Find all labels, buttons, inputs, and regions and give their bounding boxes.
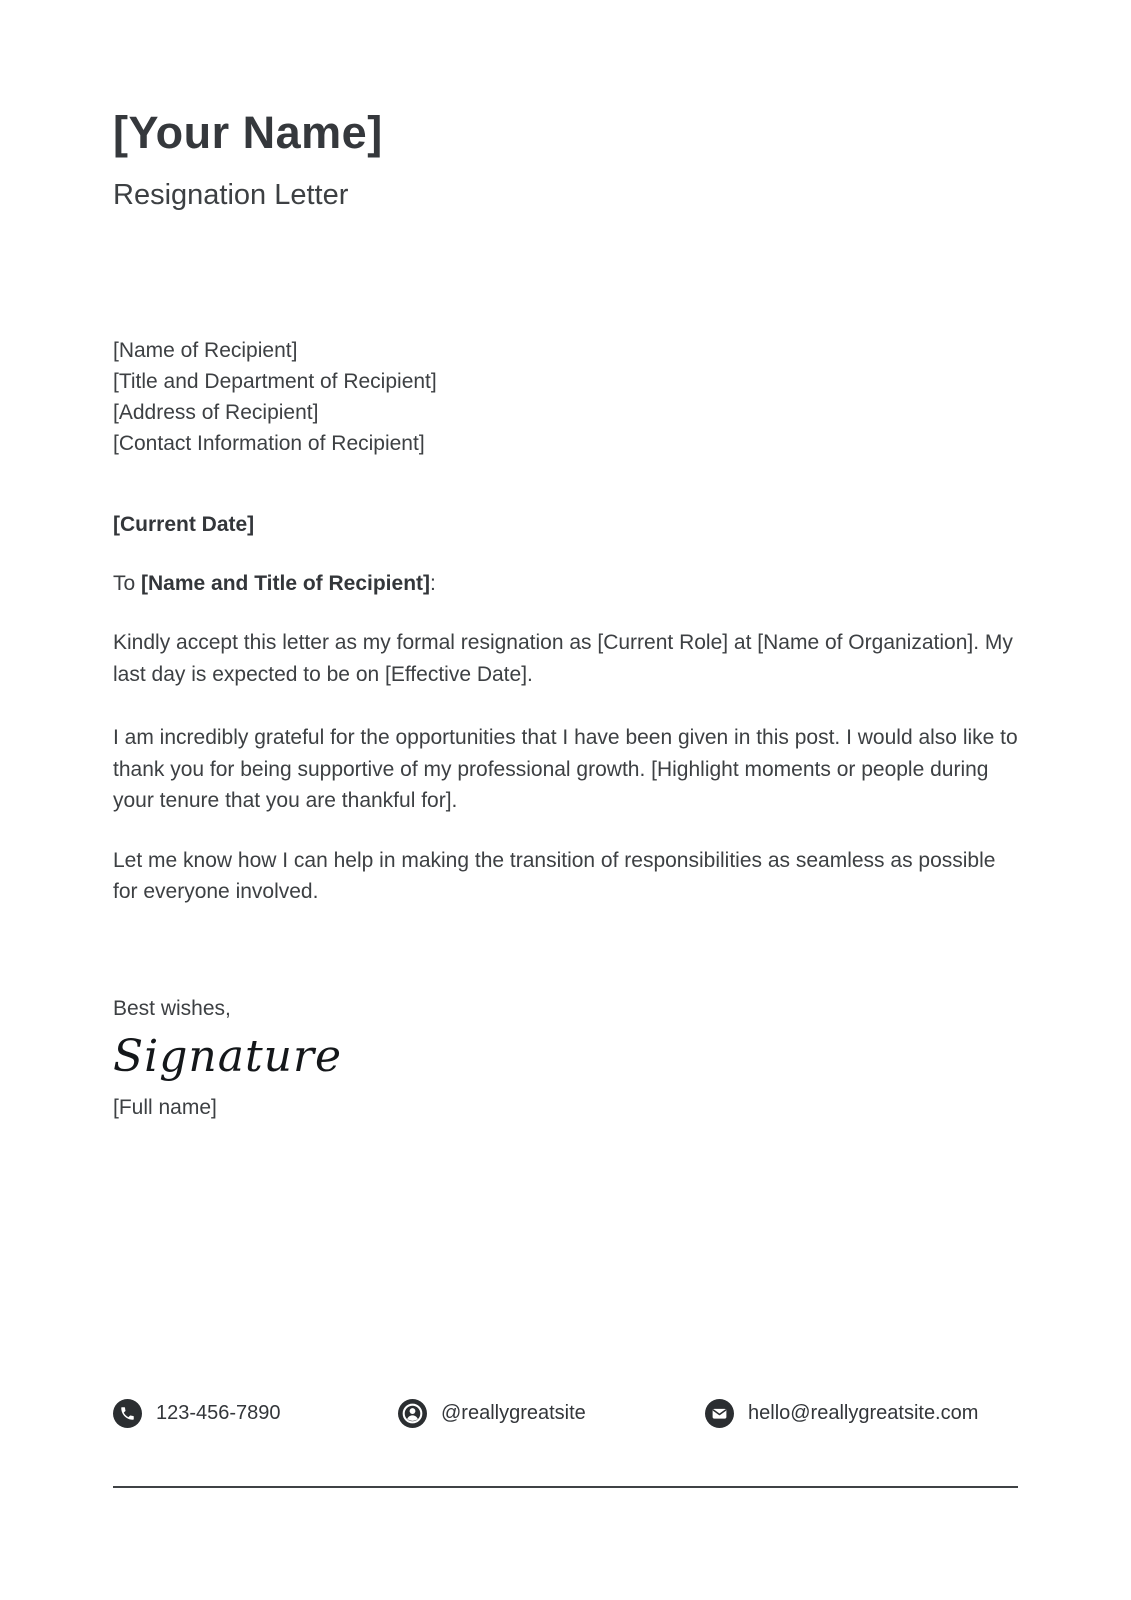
recipient-name-line: [Name of Recipient]	[113, 339, 298, 362]
salutation-line	[113, 568, 1018, 599]
recipient-address-line: [Address of Recipient]	[113, 401, 319, 424]
signer-full-name: [Full name]	[113, 1095, 217, 1119]
footer-divider	[113, 1486, 1018, 1488]
email-icon	[705, 1399, 734, 1428]
person-icon	[398, 1399, 427, 1428]
salutation-suffix: :	[430, 572, 436, 595]
closing-line: Best wishes,	[113, 996, 231, 1020]
footer-phone-number: 123-456-7890	[156, 1402, 281, 1424]
current-date: [Current Date]	[113, 513, 255, 536]
letter-content	[113, 0, 1018, 1123]
salutation-recipient: [Name and Title of Recipient]	[141, 572, 431, 595]
body-paragraph-2: I am incredibly grateful for the opportunities that I have been given in this post. I would also like to thank you for being supportive of my professional growth. [Highlight moments or people during your tenure that you are thankful for].	[113, 726, 1018, 812]
sender-name-heading: [Your Name]	[113, 107, 383, 158]
signature-script: Signature	[113, 1030, 343, 1082]
footer-email-address: hello@reallygreatsite.com	[748, 1402, 979, 1424]
document-title: Resignation Letter	[113, 179, 349, 211]
salutation-prefix: To	[113, 572, 142, 595]
phone-icon	[113, 1399, 142, 1428]
body-paragraph-1: Kindly accept this letter as my formal resignation as [Current Role] at [Name of Organization]. My last day is expected to be on [Effective Date].	[113, 631, 1013, 686]
recipient-contact-line: [Contact Information of Recipient]	[113, 432, 425, 455]
footer-social-item	[398, 1399, 586, 1428]
body-paragraph-3: Let me know how I can help in making the transition of responsibilities as seamless as possible for everyone involved.	[113, 848, 996, 903]
recipient-title-line: [Title and Department of Recipient]	[113, 370, 437, 393]
footer-phone-item	[113, 1399, 281, 1428]
recipient-address-block	[113, 335, 1018, 459]
footer-email-item	[705, 1399, 978, 1428]
footer-social-handle: @reallygreatsite	[441, 1402, 586, 1424]
